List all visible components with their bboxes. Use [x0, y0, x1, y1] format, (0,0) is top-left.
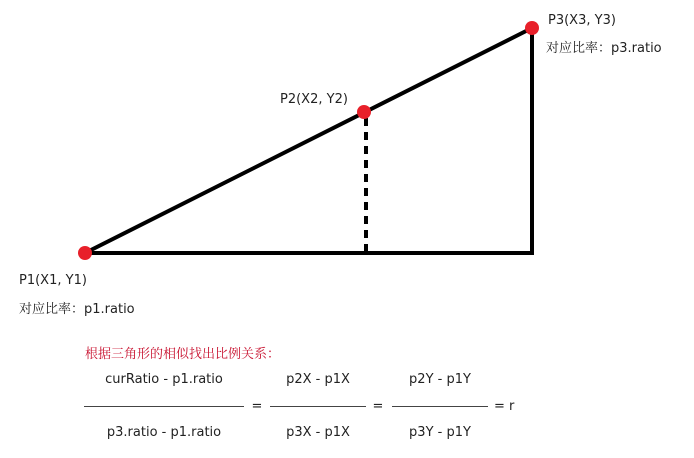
- p3-point: [525, 21, 539, 35]
- result-r: = r: [494, 399, 515, 414]
- p1-ratio-label: 对应比率：p1.ratio: [19, 302, 135, 317]
- term2-numerator: p2X - p1X: [286, 372, 350, 387]
- term3-fraction-bar: [392, 406, 488, 407]
- term2-fraction-bar: [270, 406, 366, 407]
- p2-point: [357, 105, 371, 119]
- term2-denominator: p3X - p1X: [286, 425, 350, 440]
- p3-ratio-label: 对应比率：p3.ratio: [546, 41, 662, 56]
- term1-numerator: curRatio - p1.ratio: [105, 372, 223, 387]
- p2-label: P2(X2, Y2): [280, 92, 348, 107]
- term3-numerator: p2Y - p1Y: [409, 372, 471, 387]
- p1-point: [78, 246, 92, 260]
- equals-sign-2: =: [372, 399, 384, 414]
- term1-denominator: p3.ratio - p1.ratio: [106, 425, 222, 440]
- hypotenuse-line: [85, 28, 532, 253]
- p1-label: P1(X1, Y1): [19, 273, 87, 288]
- term3-denominator: p3Y - p1Y: [409, 425, 471, 440]
- formula-title: 根据三角形的相似找出比例关系：: [85, 347, 281, 362]
- term1-fraction-bar: [84, 406, 244, 407]
- equals-sign-1: =: [251, 399, 263, 414]
- p3-label: P3(X3, Y3): [548, 13, 616, 28]
